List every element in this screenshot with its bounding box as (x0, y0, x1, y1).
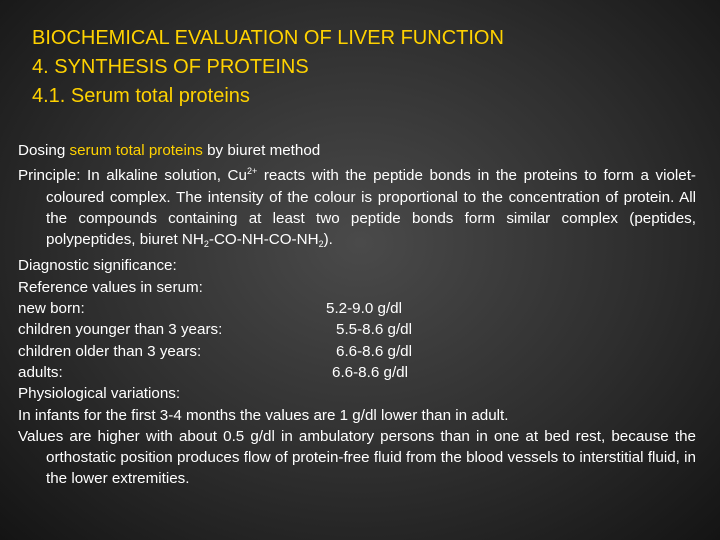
reference-row (18, 341, 696, 362)
reference-row (18, 319, 696, 340)
principle-superscript: 2+ (246, 166, 258, 177)
reference-label: children younger than 3 years: (18, 321, 223, 339)
dosing-suffix: by biuret method (202, 142, 321, 159)
values-higher-paragraph: Values are higher with about 0.5 g/dl in ambulatory persons than in one at bed rest, because the orthostatic position produces flow of protein-free fluid from the blood vessels to interstitial fluid, in the lower extremities. (18, 427, 696, 488)
principle-text-4: ). (323, 231, 333, 249)
title-line-1: BIOCHEMICAL EVALUATION OF LIVER FUNCTION (32, 27, 504, 49)
principle-text-3: -CO-NH-CO-NH (208, 231, 319, 249)
reference-row (18, 298, 696, 319)
slide-title (32, 24, 504, 111)
reference-value: 6.6-8.6 g/dl (332, 363, 408, 381)
reference-label: children older than 3 years: (18, 342, 202, 360)
principle-subscript-1: 2 (203, 239, 209, 250)
reference-value: 6.6-8.6 g/dl (336, 342, 412, 360)
reference-label: adults: (18, 363, 63, 381)
dosing-prefix: Dosing (18, 142, 70, 159)
title-line-2: 4. SYNTHESIS OF PROTEINS (32, 56, 309, 78)
title-line-3: 4.1. Serum total proteins (32, 85, 250, 107)
reference-value: 5.5-8.6 g/dl (336, 321, 412, 339)
reference-label: new born: (18, 300, 85, 318)
reference-value: 5.2-9.0 g/dl (326, 300, 402, 318)
principle-text-2: reacts with the peptide bonds in the proteins to form a violet-coloured complex. The intensity of the colour is proportional to the concentration of protein. All the compounds containing at least two peptide bonds form similar complex (peptides, polypeptides, biuret NH (46, 167, 696, 249)
principle-text-1: Principle: In alkaline solution, Cu (18, 167, 247, 185)
principle-subscript-2: 2 (318, 239, 324, 250)
infants-paragraph: In infants for the first 3-4 months the values are 1 g/dl lower than in adult. (18, 406, 509, 424)
diagnostic-heading: Diagnostic significance: (18, 257, 177, 275)
slide-body (18, 140, 696, 490)
dosing-line (18, 140, 696, 161)
reference-heading: Reference values in serum: (18, 278, 203, 296)
principle-paragraph (18, 161, 696, 255)
reference-row (18, 362, 696, 383)
physiological-heading: Physiological variations: (18, 385, 181, 403)
dosing-highlight: serum total proteins (69, 142, 203, 159)
